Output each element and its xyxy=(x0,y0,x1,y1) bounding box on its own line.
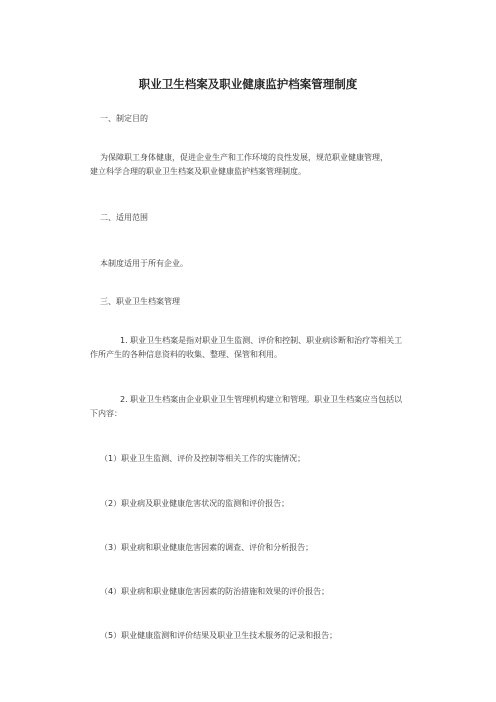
list-item: （4）职业病和职业健康危害因素的防治措施和效果的评价报告； xyxy=(100,587,330,596)
section-heading-purpose: 一、制定目的 xyxy=(100,114,148,123)
archive-item-line: 2. 职业卫生档案由企业职业卫生管理机构建立和管理。职业卫生档案应当包括以 xyxy=(120,395,403,404)
archive-item-line: 下内容： xyxy=(90,408,122,418)
archive-item-line: 1. 职业卫生档案是指对职业卫生监测、评价和控制、职业病诊断和治疗等相关工 xyxy=(120,336,403,345)
archive-item-2 xyxy=(90,393,403,420)
section-body-purpose xyxy=(90,151,388,178)
section-heading-archive: 三、职业卫生档案管理 xyxy=(100,297,180,306)
archive-item-1 xyxy=(90,334,403,361)
list-item: （3）职业病和职业健康危害因素的调查、评价和分析报告； xyxy=(100,543,314,552)
document-title: 职业卫生档案及职业健康监护档案管理制度 xyxy=(138,77,358,91)
section-body-purpose-line: 建立科学合理的职业卫生档案及职业健康监护档案管理制度。 xyxy=(90,166,306,176)
section-heading-scope: 二、适用范围 xyxy=(100,213,148,222)
list-item: （5）职业健康监测和评价结果及职业卫生技术服务的记录和报告； xyxy=(100,631,338,640)
list-item: （2）职业病及职业健康危害状况的监测和评价报告； xyxy=(100,499,290,508)
section-body-purpose-line: 为保障职工身体健康，促进企业生产和工作环境的良性发展，规范职业健康管理， xyxy=(100,153,388,162)
archive-item-line: 作所产生的各种信息资料的收集、整理、保管和利用。 xyxy=(90,349,282,359)
section-body-scope: 本制度适用于所有企业。 xyxy=(100,259,188,268)
list-item: （1）职业卫生监测、评价及控制等相关工作的实施情况； xyxy=(100,454,306,463)
